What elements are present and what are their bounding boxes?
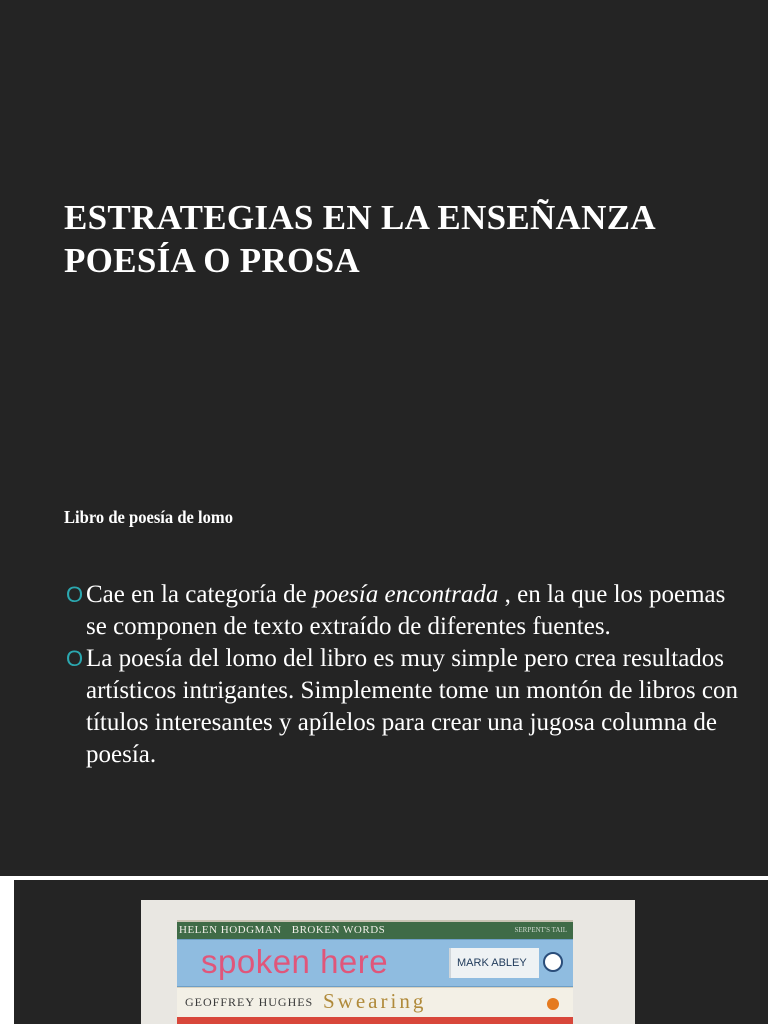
bullet-marker-icon: O [66, 582, 84, 607]
bullet-item [66, 643, 746, 771]
title-line-2: POESÍA O PROSA [64, 241, 360, 280]
book-stack-photo [141, 900, 635, 1024]
book-publisher: SERPENT'S TAIL [514, 926, 567, 934]
bullet-item [66, 579, 746, 643]
penguin-logo-icon [547, 998, 559, 1010]
book-title: BROKEN WORDS [291, 924, 386, 936]
book-title: Swearing [323, 989, 427, 1013]
slide-subtitle: Libro de poesía de lomo [64, 507, 233, 527]
bullet-text-emphasis: poesía encontrada [312, 581, 499, 608]
bullet-text-end: , en la que los poemas se componen de texto extraído de diferentes fuentes. [86, 581, 726, 640]
title-line-1: ESTRATEGIAS EN LA ENSEÑANZA [64, 198, 656, 237]
book-author: HELEN HODGMAN [179, 924, 282, 936]
bullet-text-start: Cae en la categoría de [86, 581, 313, 608]
publisher-logo-icon [543, 952, 563, 972]
bullet-list [66, 579, 746, 771]
slide-title-heading [64, 196, 744, 282]
bullet-text-start: La poesía del lomo del libro es muy simple pero crea resultados artísticos intrigantes. Simplemente tome un montón de libros con títulos interesantes y apílelos para crear una jugosa columna de poesía. [86, 645, 738, 768]
bullet-marker-icon: O [66, 646, 84, 671]
book-spine-spoken-here [177, 939, 573, 987]
book-spine-broken-words [177, 920, 573, 939]
book-spine-red [177, 1017, 573, 1024]
book-author: GEOFFREY HUGHES [185, 995, 314, 1009]
book-author: MARK ABLEY [449, 948, 539, 978]
book-title: spoken here [201, 943, 389, 980]
book-spine-swearing [177, 987, 573, 1017]
slide-photo [14, 880, 768, 1024]
